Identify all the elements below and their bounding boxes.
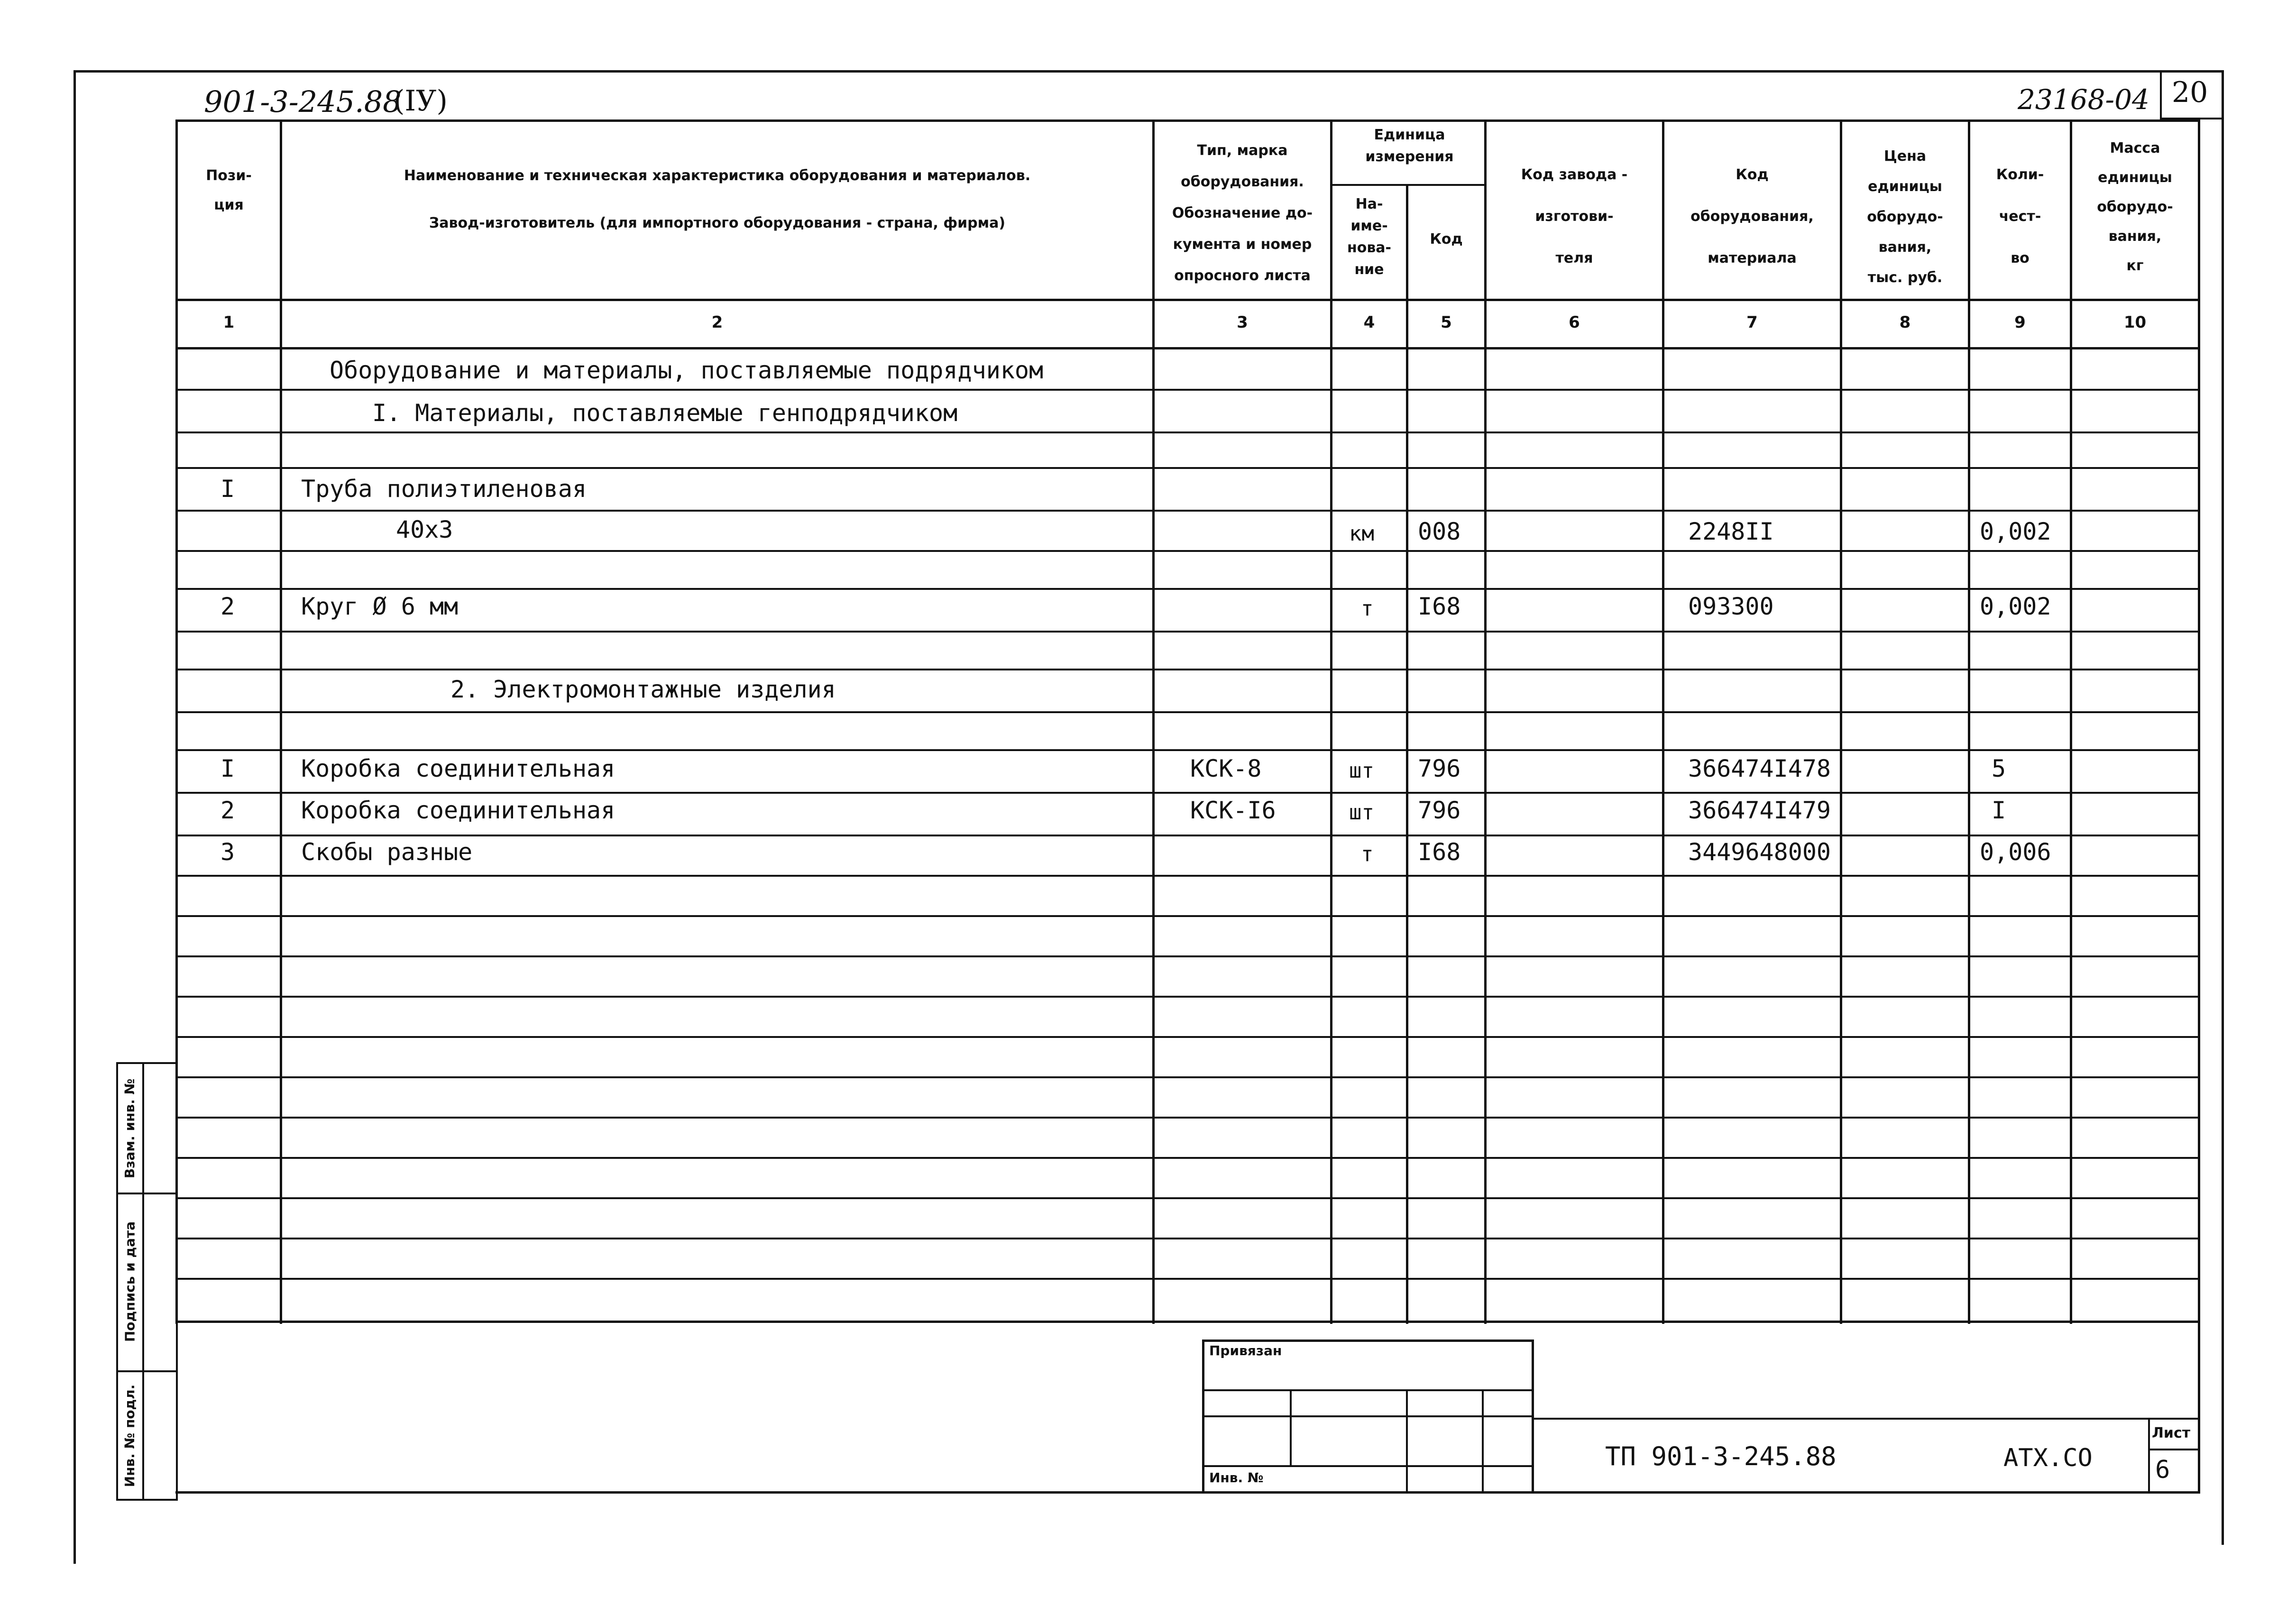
table-row-type: КСК-8: [1190, 755, 1262, 782]
privyazan-grid-line: [1290, 1389, 1292, 1465]
table-row-qty: 0,006: [1980, 838, 2051, 866]
row-line: [175, 792, 2200, 794]
page-number: 20: [2172, 76, 2208, 109]
colnum-8: 8: [1899, 313, 1911, 332]
col-line-1: [280, 119, 282, 1324]
header-unit-code: Код: [1430, 231, 1463, 248]
table-row-name: I. Материалы, поставляемые генподрядчиком: [372, 399, 958, 427]
table-row-pos: 2: [220, 797, 235, 824]
colnum-bottom-line: [175, 347, 2200, 349]
colnum-1: 1: [223, 313, 235, 332]
table-row-code: I68: [1418, 838, 1461, 866]
header-mass: Масса единицы оборудо- вания, кг: [2097, 140, 2173, 274]
header-bottom-line: [175, 299, 2200, 301]
colnum-3: 3: [1237, 313, 1248, 332]
table-bottom-line: [175, 1321, 2200, 1323]
title-block-bottom-line: [175, 1491, 2200, 1494]
col-line-9: [2070, 119, 2072, 1324]
row-line: [175, 431, 2200, 433]
row-line: [175, 1278, 2200, 1280]
colnum-5: 5: [1441, 313, 1452, 332]
row-line: [175, 996, 2200, 998]
col-line-4: [1406, 184, 1408, 1324]
row-line: [175, 389, 2200, 391]
inv-no-label: Инв. №: [1209, 1470, 1264, 1486]
sheet-box-line: [2148, 1418, 2150, 1491]
header-name-line1: Наименование и техническая характеристика оборудования и материалов.: [404, 167, 1031, 184]
table-row-equip: 366474I479: [1688, 797, 1831, 824]
colnum-6: 6: [1569, 313, 1580, 332]
row-line: [175, 510, 2200, 512]
doc-stamp-top-line: [1534, 1418, 2200, 1420]
header-price: Цена единицы оборудо- вания, тыс. руб.: [1867, 148, 1943, 286]
colnum-10: 10: [2123, 313, 2147, 332]
col-line-3: [1330, 119, 1332, 1324]
doc-code-top: 901-3-245.88: [204, 84, 402, 119]
header-mfr-code: Код завода - изготови- теля: [1521, 166, 1628, 266]
col-line-5: [1484, 119, 1487, 1324]
table-row-pos: I: [220, 755, 235, 782]
table-row-qty: 0,002: [1980, 593, 2051, 620]
colnum-4: 4: [1363, 313, 1375, 332]
row-line: [175, 711, 2200, 713]
row-line: [175, 955, 2200, 957]
sheet-number: 6: [2155, 1456, 2170, 1484]
table-row-name: Скобы разные: [301, 838, 473, 866]
doc-code-stamp: ТП 901-3-245.88: [1605, 1441, 1837, 1471]
header-position: Пози- ция: [206, 167, 252, 213]
row-line: [175, 915, 2200, 917]
table-row-name: Оборудование и материалы, поставляемые подрядчиком: [330, 357, 1044, 384]
row-line: [175, 749, 2200, 751]
col-line-6: [1662, 119, 1664, 1324]
row-line: [175, 467, 2200, 469]
album-code: 23168-04: [2018, 83, 2149, 116]
table-row-name: 40х3: [396, 516, 453, 543]
table-row-name: Коробка соединительная: [301, 755, 615, 782]
col-line-7: [1840, 119, 1842, 1324]
table-row-equip: 366474I478: [1688, 755, 1831, 782]
row-line: [175, 669, 2200, 670]
col-line-10: [2198, 119, 2200, 1324]
table-row-code: 796: [1418, 755, 1461, 782]
table-row-qty: 5: [1992, 755, 2006, 782]
privyazan-label: Привязан: [1209, 1343, 1282, 1358]
table-row-unit: шт: [1349, 759, 1374, 783]
header-unit: Единица измерения: [1365, 127, 1454, 165]
table-top-line: [175, 119, 2200, 122]
row-line: [175, 631, 2200, 633]
header-unit-name: На- име- нова- ние: [1347, 196, 1392, 278]
header-equip-code: Код оборудования, материала: [1690, 166, 1814, 266]
table-row-code: 008: [1418, 518, 1461, 545]
table-row-equip: 093300: [1688, 593, 1774, 620]
row-line: [175, 1117, 2200, 1119]
table-row-equip: 2248II: [1688, 518, 1774, 545]
table-row-equip: 3449648000: [1688, 838, 1831, 866]
frame-right-line: [2222, 70, 2224, 1545]
table-row-unit: км: [1349, 522, 1374, 546]
table-row-unit: т: [1361, 596, 1374, 621]
side-inv-podl-label: Инв. № подл.: [122, 1384, 138, 1487]
title-block-right-line: [2198, 1321, 2200, 1494]
table-row-qty: I: [1992, 797, 2006, 824]
table-row-pos: 3: [220, 838, 235, 866]
col-line-8: [1968, 119, 1970, 1324]
table-row-name: Круг Ø 6 мм: [301, 593, 459, 620]
frame-left-line: [73, 70, 76, 1564]
privyazan-grid-line: [1406, 1389, 1408, 1491]
side-stamp-divider: [142, 1062, 144, 1501]
row-line: [175, 1076, 2200, 1078]
privyazan-grid-line: [1202, 1465, 1534, 1467]
table-row-name: Труба полиэтиленовая: [301, 475, 587, 503]
table-row-name: 2. Электромонтажные изделия: [450, 676, 836, 703]
colnum-7: 7: [1746, 313, 1758, 332]
table-row-name: Коробка соединительная: [301, 797, 615, 824]
table-row-pos: 2: [220, 593, 235, 620]
doc-issue: (IУ): [394, 84, 448, 118]
row-line: [175, 1036, 2200, 1038]
table-row-type: КСК-I6: [1190, 797, 1276, 824]
header-qty: Коли- чест- во: [1996, 166, 2044, 266]
header-type: Тип, марка оборудования. Обозначение до- кумента и номер опросного листа: [1172, 142, 1313, 284]
side-vzam-label: Взам. инв. №: [122, 1078, 138, 1179]
table-row-unit: т: [1361, 842, 1374, 866]
table-row-unit: шт: [1349, 800, 1374, 825]
sheet-label: Лист: [2152, 1425, 2191, 1441]
row-line: [175, 875, 2200, 877]
sheet-box-line: [2148, 1449, 2200, 1450]
header-name-line2: Завод-изготовитель (для импортного оборудования - страна, фирма): [429, 215, 1006, 231]
frame-top-line: [73, 70, 2224, 73]
table-row-code: I68: [1418, 593, 1461, 620]
row-line: [175, 550, 2200, 552]
side-podpis-label: Подпись и дата: [122, 1221, 138, 1342]
table-row-pos: I: [220, 475, 235, 503]
table-row-code: 796: [1418, 797, 1461, 824]
privyazan-grid-line: [1482, 1389, 1484, 1491]
row-line: [175, 1238, 2200, 1239]
privyazan-grid-line: [1202, 1415, 1534, 1417]
colnum-9: 9: [2014, 313, 2026, 332]
sheet-code: АТХ.СО: [2003, 1444, 2093, 1472]
row-line: [175, 1157, 2200, 1159]
privyazan-grid-line: [1202, 1389, 1534, 1391]
row-line: [175, 835, 2200, 836]
col-line-2: [1152, 119, 1155, 1324]
row-line: [175, 1197, 2200, 1199]
table-row-qty: 0,002: [1980, 518, 2051, 545]
row-line: [175, 588, 2200, 590]
colnum-2: 2: [711, 313, 723, 332]
unit-header-split: [1330, 184, 1487, 186]
